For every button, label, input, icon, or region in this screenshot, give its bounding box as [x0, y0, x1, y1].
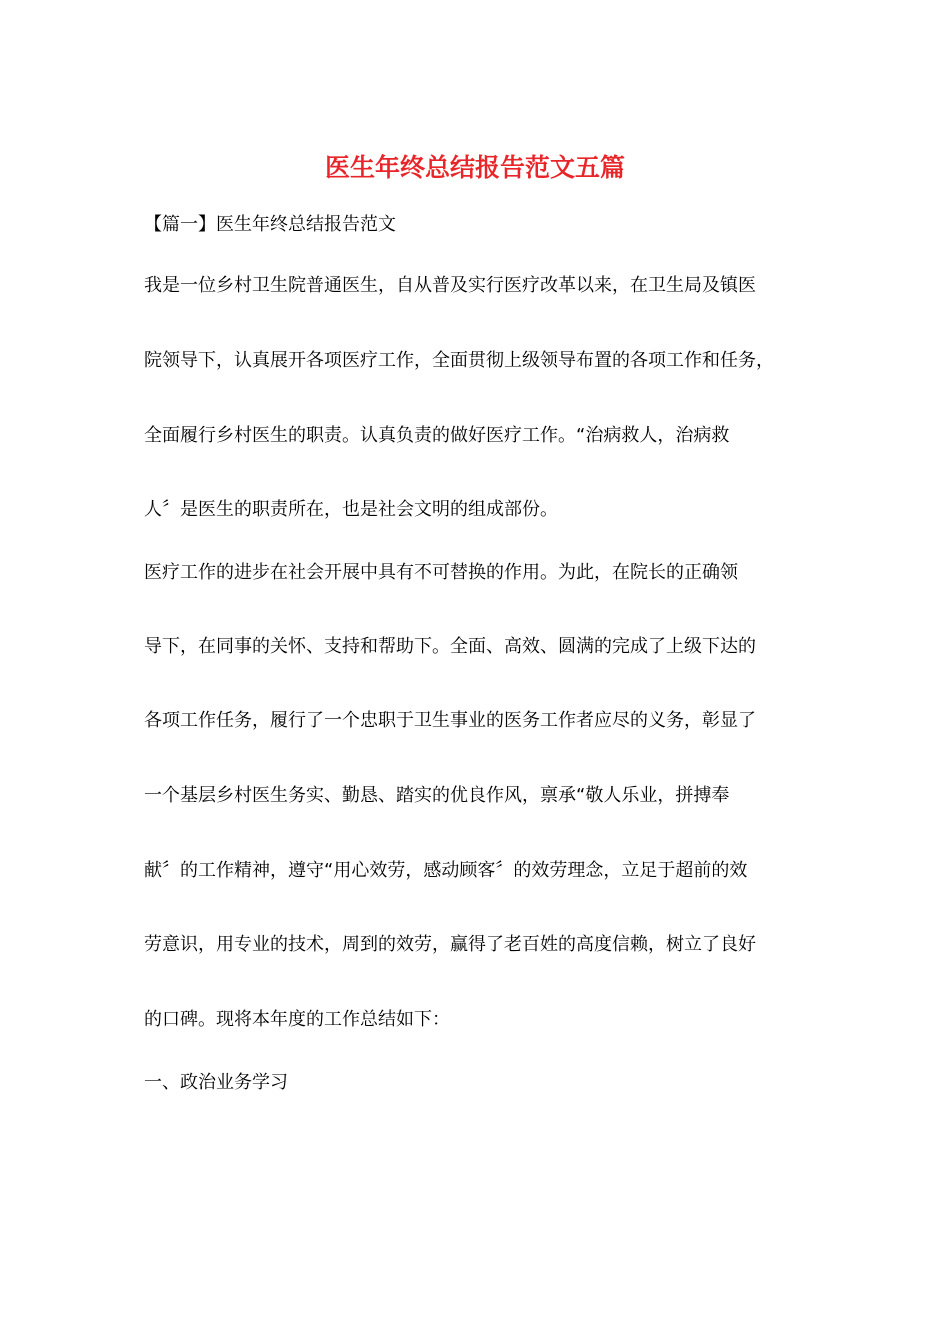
body-line: 院领导下，认真展开各项医疗工作，全面贯彻上级领导布置的各项工作和任务，: [144, 350, 774, 371]
body-line: 医疗工作的进步在社会开展中具有不可替换的作用。为此，在院长的正确领: [144, 562, 738, 583]
section-heading: 【篇一】医生年终总结报告范文: [144, 214, 396, 235]
body-line: 人〞是医生的职责所在，也是社会文明的组成部份。: [144, 499, 558, 520]
body-line: 我是一位乡村卫生院普通医生，自从普及实行医疗改革以来，在卫生局及镇医: [144, 275, 756, 296]
document-title: 医生年终总结报告范文五篇: [324, 153, 625, 182]
body-line: 的口碑。现将本年度的工作总结如下：: [144, 1009, 450, 1030]
body-line: 劳意识，用专业的技术，周到的效劳，赢得了老百姓的高度信赖，树立了良好: [144, 934, 756, 955]
body-line: 一个基层乡村医生务实、勤恳、踏实的优良作风，禀承“敬人乐业，拼搏奉: [144, 785, 730, 806]
subsection-heading: 一、政治业务学习: [144, 1072, 288, 1093]
body-line: 各项工作任务，履行了一个忠职于卫生事业的医务工作者应尽的义务，彰显了: [144, 710, 756, 731]
body-line: 导下，在同事的关怀、支持和帮助下。全面、高效、圆满的完成了上级下达的: [144, 636, 756, 657]
body-line: 全面履行乡村医生的职责。认真负责的做好医疗工作。“治病救人，治病救: [144, 425, 730, 446]
body-line: 献〞的工作精神，遵守“用心效劳，感动顾客〞的效劳理念，立足于超前的效: [144, 860, 748, 881]
